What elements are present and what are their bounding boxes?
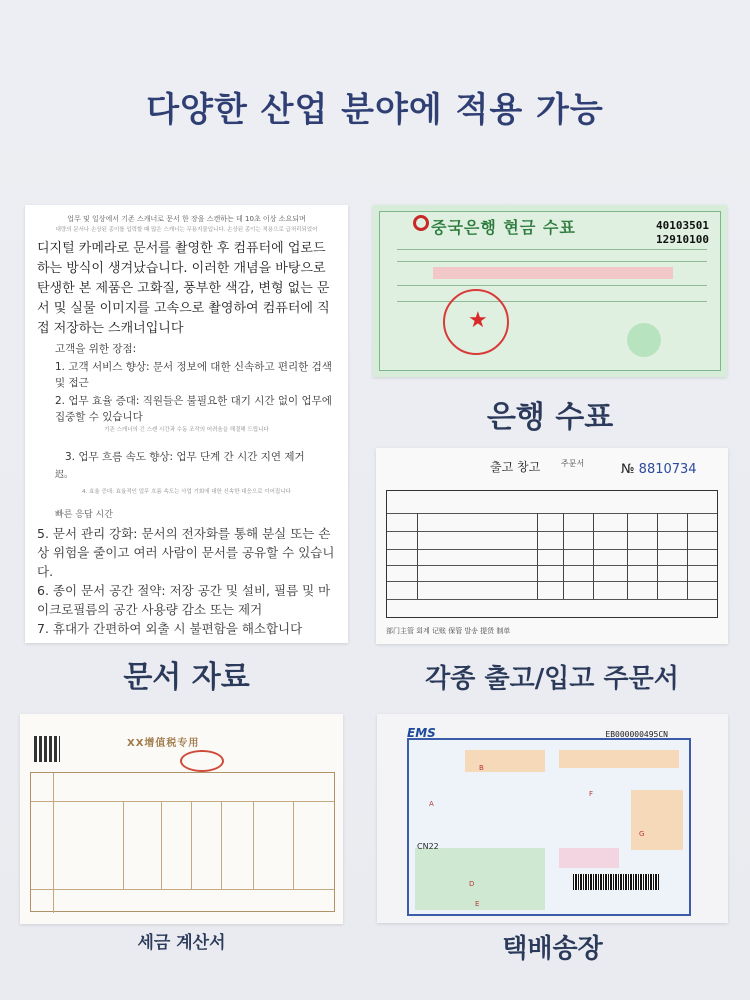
doc-item-5: 5. 문서 관리 강화: 문서의 전자화를 통해 분실 또는 손상 위험을 줄이고 여러 사람이 문서를 공유할 수 있습니다. — [37, 526, 335, 579]
check-line — [397, 249, 707, 250]
order-form-card — [376, 448, 728, 644]
doc-item-7: 7. 휴대가 간편하여 외출 시 불편함을 해소합니다 — [37, 621, 303, 636]
order-row-line — [387, 565, 717, 566]
ems-cn22: CN22 — [417, 842, 439, 851]
green-seal-icon — [627, 323, 661, 357]
bank-check-card — [373, 205, 727, 377]
tax-col-line — [123, 801, 124, 889]
check-heading: 중국은행 현금 수표 — [431, 218, 576, 237]
doc-top-note: 업무 및 일상에서 기존 스캐너로 문서 한 장을 스캔하는 데 10초 이상 소요되며 — [67, 215, 306, 223]
order-subheading: 주문서 — [561, 459, 585, 468]
order-row-line — [387, 549, 717, 550]
check-line — [397, 261, 707, 262]
ems-marker: F — [589, 790, 594, 798]
ems-field — [465, 750, 545, 772]
bank-logo-icon — [413, 215, 429, 231]
doc-item-2: 2. 업무 효율 증대: 직원들은 불필요한 대기 시간 없이 업무에 집중할 수 있습니다 — [55, 395, 332, 423]
check-line — [397, 285, 707, 286]
star-icon: ★ — [468, 308, 488, 333]
check-number-2: 12910100 — [656, 233, 709, 246]
ems-marker: B — [479, 764, 484, 772]
order-label: 각종 출고/입고 주문서 — [425, 664, 679, 694]
order-col-line — [537, 513, 538, 599]
tax-col-line — [253, 801, 254, 889]
doc-quick-response: 빠른 응답 시간 — [55, 510, 113, 520]
doc-item-1: 1. 고객 서비스 향상: 문서 정보에 대한 신속하고 편리한 검색 및 접근 — [55, 361, 332, 389]
order-footer: 部门主管 회계 记账 保管 발송 提货 制单 — [386, 627, 511, 635]
ems-marker: A — [429, 800, 434, 808]
check-amount-bar — [433, 267, 673, 279]
order-col-line — [687, 513, 688, 599]
doc-item-6: 6. 종이 문서 공간 절약: 저장 공간 및 설비, 필름 및 마이크로필름의 공간 사용량 감소 또는 제거 — [37, 583, 331, 617]
doc-item-3: 3. 업무 흐름 속도 향상: 업무 단계 간 시간 지연 제거 — [65, 451, 305, 463]
ems-waybill-card — [377, 714, 728, 923]
ems-marker: G — [639, 830, 645, 838]
ems-marker: E — [475, 900, 480, 908]
check-label: 은행 수표 — [486, 400, 614, 435]
ems-label: 택배송장 — [502, 934, 603, 964]
doc-note-2: 4. 효율 증대: 효율적인 업무 흐름 속도는 사업 기회에 대한 신속한 대응으로 이어집니다 — [82, 489, 291, 495]
doc-sub-note: 대량의 문서나 손상된 종이를 입력할 때 많은 스캐너는 무용지물입니다. 손상된 종이는 적용으로 급처리되었어 — [55, 227, 318, 233]
check-number-1: 40103501 — [656, 219, 709, 232]
doc-item-3-end: 迟。 — [55, 470, 74, 480]
order-row-line — [387, 513, 717, 514]
tax-row-line — [31, 889, 334, 890]
doc-intro: 디지털 카메라로 문서를 촬영한 후 컴퓨터에 업로드하는 방식이 생겨났습니다. 이러한 개념을 바탕으로 탄생한 본 제품은 고화질, 풍부한 색감, 변형 없는 문서 및 실물 이미지를 고속으로 촬영하여 컴퓨터에 직접 저장하는 스캐너입니다 — [37, 241, 330, 336]
tax-heading: XX增值税专用 — [127, 738, 200, 749]
check-line — [397, 301, 707, 302]
document-label: 문서 자료 — [123, 660, 250, 695]
barcode-icon — [573, 874, 659, 890]
ems-field — [415, 848, 545, 910]
qr-code-icon — [34, 736, 60, 762]
page-title: 다양한 산업 분야에 적용 가능 — [146, 90, 604, 130]
ems-field — [559, 848, 619, 868]
order-row-line — [387, 581, 717, 582]
tax-stamp-icon — [180, 750, 224, 772]
order-col-line — [657, 513, 658, 599]
tax-col-line — [191, 801, 192, 889]
order-heading: 출고 창고 — [490, 460, 541, 474]
doc-benefits-heading: 고객을 위한 장점: — [55, 343, 137, 355]
order-row-line — [387, 531, 717, 532]
order-col-line — [563, 513, 564, 599]
tax-invoice-card — [20, 714, 343, 924]
order-col-line — [417, 513, 418, 599]
ems-logo: EMS — [407, 726, 436, 740]
order-col-line — [627, 513, 628, 599]
tax-col-line — [53, 773, 54, 913]
ems-field — [631, 790, 683, 850]
ems-tracking: EB000000495CN — [605, 730, 668, 739]
order-row-line — [387, 599, 717, 600]
order-number-prefix: № — [621, 462, 635, 477]
order-number — [621, 462, 697, 477]
order-col-line — [593, 513, 594, 599]
document-sample-card — [25, 205, 348, 643]
tax-row-line — [31, 801, 334, 802]
order-table — [386, 490, 718, 618]
tax-table — [30, 772, 335, 912]
ems-field — [559, 750, 679, 768]
tax-label: 세금 계산서 — [137, 933, 226, 953]
tax-col-line — [161, 801, 162, 889]
tax-col-line — [293, 801, 294, 889]
order-number-value: 8810734 — [638, 462, 697, 477]
doc-note-1: 기존 스캐너의 긴 스캔 시간과 수동 조작의 어려움을 해결해 드립니다 — [104, 427, 269, 433]
tax-col-line — [221, 801, 222, 889]
ems-marker: D — [469, 880, 475, 888]
